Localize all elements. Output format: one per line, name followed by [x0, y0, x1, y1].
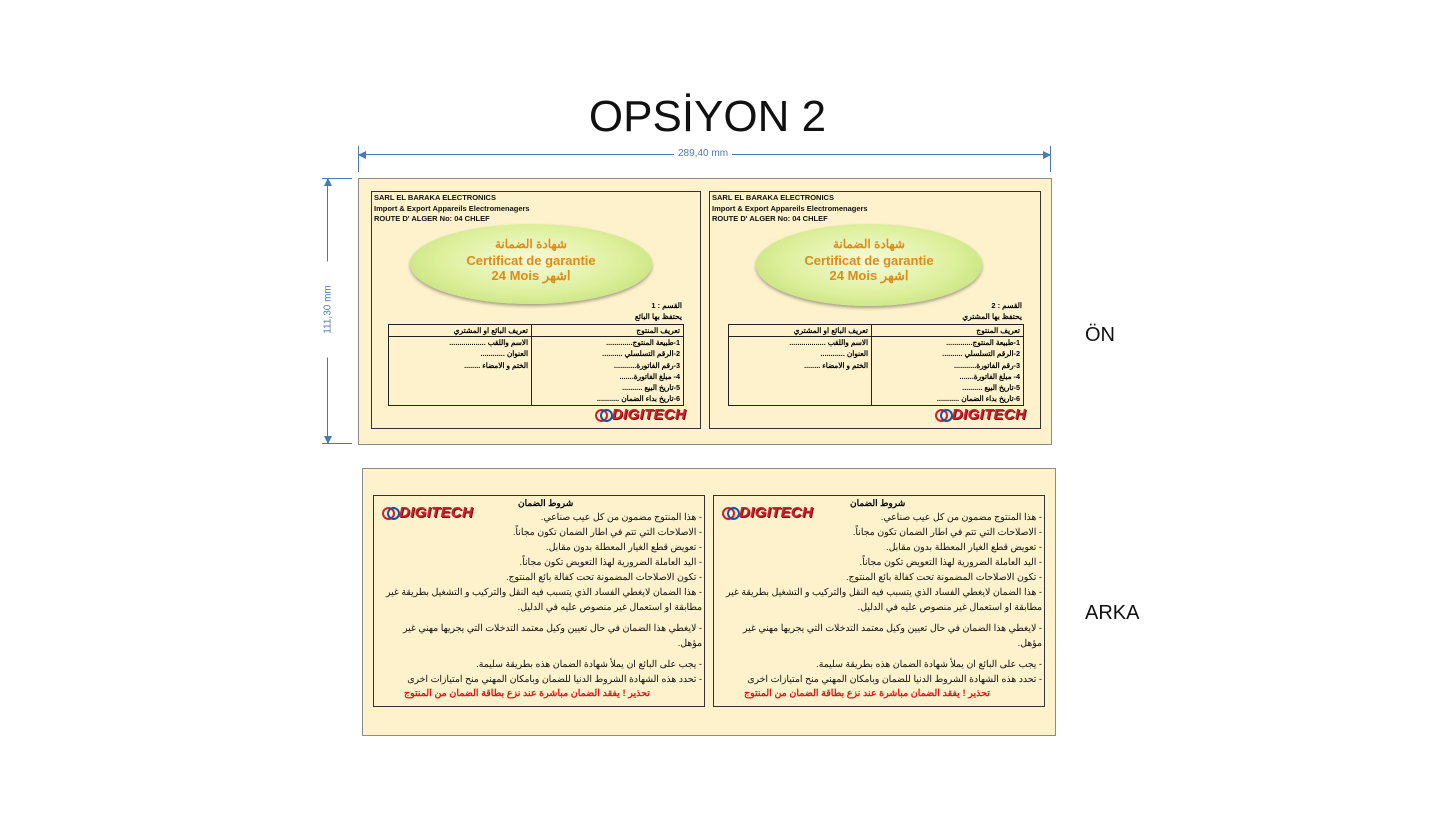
- term-item: - هذا الضمان لايغطي الفساد الذي يتسبب فيه النقل والتركيب و التشغيل بطريقة غير مطابقة او استعمال غير منصوص عليه في الدليل.: [385, 587, 702, 612]
- section-number: القسم : 2: [991, 301, 1022, 310]
- seller-row: العنوان ............: [820, 349, 868, 359]
- page-title: OPSİYON 2: [588, 92, 827, 141]
- dimension-tick-left: [358, 146, 359, 172]
- term-item: - تحدد هذه الشهادة الشروط الدنيا للضمان وبامكان المهني منح امتيازات اخرى: [407, 674, 702, 684]
- company-name: SARL EL BARAKA ELECTRONICS: [374, 193, 496, 202]
- digitech-logo: [935, 406, 1026, 423]
- logo-text: DIGITECH: [399, 504, 474, 521]
- seller-row: الاسم واللقب ..................: [789, 338, 868, 347]
- seller-column: [389, 325, 532, 405]
- product-row: 3-رقم الفاتورة...........: [953, 360, 1020, 370]
- section-number: القسم : 1: [651, 301, 682, 310]
- company-name: SARL EL BARAKA ELECTRONICS: [712, 193, 834, 202]
- company-activity: Import & Export Appareils Electromenagers: [374, 203, 530, 213]
- company-address: ROUTE D' ALGER No: 04 CHLEF: [712, 214, 828, 223]
- section-keeper: يحتفظ بها المشتري: [962, 312, 1022, 321]
- seller-row: العنوان ............: [480, 349, 528, 359]
- product-row: 6-تاريخ بداء الضمان ...........: [596, 394, 680, 404]
- term-item: - لايغطي هذا الضمان في حال تعيين وكيل معتمد التدخلات التي يجريها مهني غير مؤهل.: [402, 623, 702, 648]
- term-item: - تكون الاصلاحات المضمونة تحت كفالة بائع المنتوج.: [505, 572, 702, 582]
- front-sheet: [358, 178, 1052, 445]
- digitech-mark-icon: [935, 408, 951, 421]
- term-item: - الاصلاحات التي تتم في اطار الضمان تكون مجاناً.: [852, 527, 1042, 537]
- product-row: 5-تاريخ البيع ..........: [962, 383, 1020, 393]
- term-item: - لايغطي هذا الضمان في حال تعيين وكيل معتمد التدخلات التي يجريها مهني غير مؤهل.: [742, 623, 1042, 648]
- term-item: - اليد العاملة الضرورية لهذا التعويض تكون مجاناً.: [519, 557, 702, 567]
- term-item: - هذا الضمان لايغطي الفساد الذي يتسبب فيه النقل والتركيب و التشغيل بطريقة غير مطابقة او استعمال غير منصوص عليه في الدليل.: [725, 587, 1042, 612]
- logo-text: DIGITECH: [951, 406, 1026, 423]
- term-item: - تعويض قطع الغيار المعطلة بدون مقابل.: [546, 542, 702, 552]
- term-item: - تكون الاصلاحات المضمونة تحت كفالة بائع المنتوج.: [845, 572, 1042, 582]
- logo-text: DIGITECH: [611, 406, 686, 423]
- warranty-duration: 24 Mois اشهر: [829, 268, 909, 283]
- terms-list: [720, 510, 1042, 687]
- term-item: - تعويض قطع الغيار المعطلة بدون مقابل.: [886, 542, 1042, 552]
- product-row: 4- مبلغ الفاتورة.......: [619, 371, 680, 381]
- product-row: 6-تاريخ بداء الضمان ...........: [936, 394, 1020, 404]
- seller-row: الاسم واللقب ..................: [449, 338, 528, 347]
- product-row: 1-طبيعة المنتوج.............: [946, 338, 1020, 347]
- seller-column: [729, 325, 872, 405]
- digitech-logo: [595, 406, 686, 423]
- term-item: - هذا المنتوج مضمون من كل عيب صناعي.: [880, 512, 1042, 522]
- front-card-buyer: [709, 191, 1041, 429]
- dimension-tick-right: [1050, 146, 1051, 172]
- arrow-down-icon: [324, 436, 332, 444]
- back-side-label: ARKA: [1085, 602, 1140, 624]
- back-card-left: [373, 495, 705, 707]
- certificate-title-fr: Certificat de garantie: [466, 253, 596, 268]
- section-label: [882, 300, 1022, 322]
- product-header: تعريف المنتوج: [532, 325, 683, 337]
- certificate-oval: [756, 224, 982, 306]
- product-column: [532, 325, 683, 405]
- seller-row: الختم و الامضاء ........: [464, 360, 528, 370]
- section-keeper: يحتفظ بها البائع: [634, 312, 682, 321]
- seller-row: الختم و الامضاء ........: [804, 360, 868, 370]
- company-address: ROUTE D' ALGER No: 04 CHLEF: [374, 214, 490, 223]
- front-side-label: ÖN: [1085, 324, 1115, 346]
- product-row: 2-الرقم التسلسلي ..........: [602, 349, 680, 359]
- company-activity: Import & Export Appareils Electromenagers: [712, 203, 868, 213]
- section-label: [542, 300, 682, 322]
- company-info: [374, 193, 530, 225]
- term-item: - اليد العاملة الضرورية لهذا التعويض تكون مجاناً.: [859, 557, 1042, 567]
- terms-list: [380, 510, 702, 687]
- terms-title: شروط الضمان: [518, 498, 574, 508]
- certificate-oval: [410, 224, 652, 304]
- warranty-duration: 24 Mois اشهر: [491, 268, 571, 283]
- term-item: - الاصلاحات التي تتم في اطار الضمان تكون مجاناً.: [512, 527, 702, 537]
- term-item: - يجب على البائع ان يملأ شهادة الضمان هذه بطريقة سليمة.: [476, 659, 702, 669]
- warning-text: تحذير ! يفقد الضمان مباشرة عند نزع بطاقة الضمان من المنتوج: [744, 688, 990, 699]
- width-dimension-label: 289,40 mm: [674, 148, 732, 159]
- info-table: [728, 324, 1024, 406]
- arrow-left-icon: [358, 151, 366, 159]
- term-item: - يجب على البائع ان يملأ شهادة الضمان هذه بطريقة سليمة.: [816, 659, 1042, 669]
- arrow-up-icon: [324, 178, 332, 186]
- product-row: 5-تاريخ البيع ..........: [622, 383, 680, 393]
- term-item: - تحدد هذه الشهادة الشروط الدنيا للضمان وبامكان المهني منح امتيازات اخرى: [747, 674, 1042, 684]
- company-info: [712, 193, 868, 225]
- product-row: 2-الرقم التسلسلي ..........: [942, 349, 1020, 359]
- certificate-title-ar: شهادة الضمانة: [495, 237, 567, 251]
- terms-title: شروط الضمان: [850, 498, 906, 508]
- seller-header: تعريف البائع او المشتري: [729, 325, 871, 337]
- product-header: تعريف المنتوج: [872, 325, 1023, 337]
- arrow-right-icon: [1043, 151, 1051, 159]
- back-card-right: [713, 495, 1045, 707]
- product-row: 4- مبلغ الفاتورة.......: [959, 371, 1020, 381]
- front-card-seller: [371, 191, 701, 429]
- warning-text: تحذير ! يفقد الضمان مباشرة عند نزع بطاقة الضمان من المنتوج: [404, 688, 650, 699]
- product-row: 1-طبيعة المنتوج.............: [606, 338, 680, 347]
- info-table: [388, 324, 684, 406]
- height-dimension-label: 111,30 mm: [323, 262, 334, 358]
- certificate-title-fr: Certificat de garantie: [804, 253, 934, 268]
- certificate-title-ar: شهادة الضمانة: [833, 237, 905, 251]
- digitech-mark-icon: [595, 408, 611, 421]
- logo-text: DIGITECH: [739, 504, 814, 521]
- product-row: 3-رقم الفاتورة...........: [613, 360, 680, 370]
- product-column: [872, 325, 1023, 405]
- term-item: - هذا المنتوج مضمون من كل عيب صناعي.: [540, 512, 702, 522]
- back-sheet: [362, 468, 1056, 736]
- seller-header: تعريف البائع او المشتري: [389, 325, 531, 337]
